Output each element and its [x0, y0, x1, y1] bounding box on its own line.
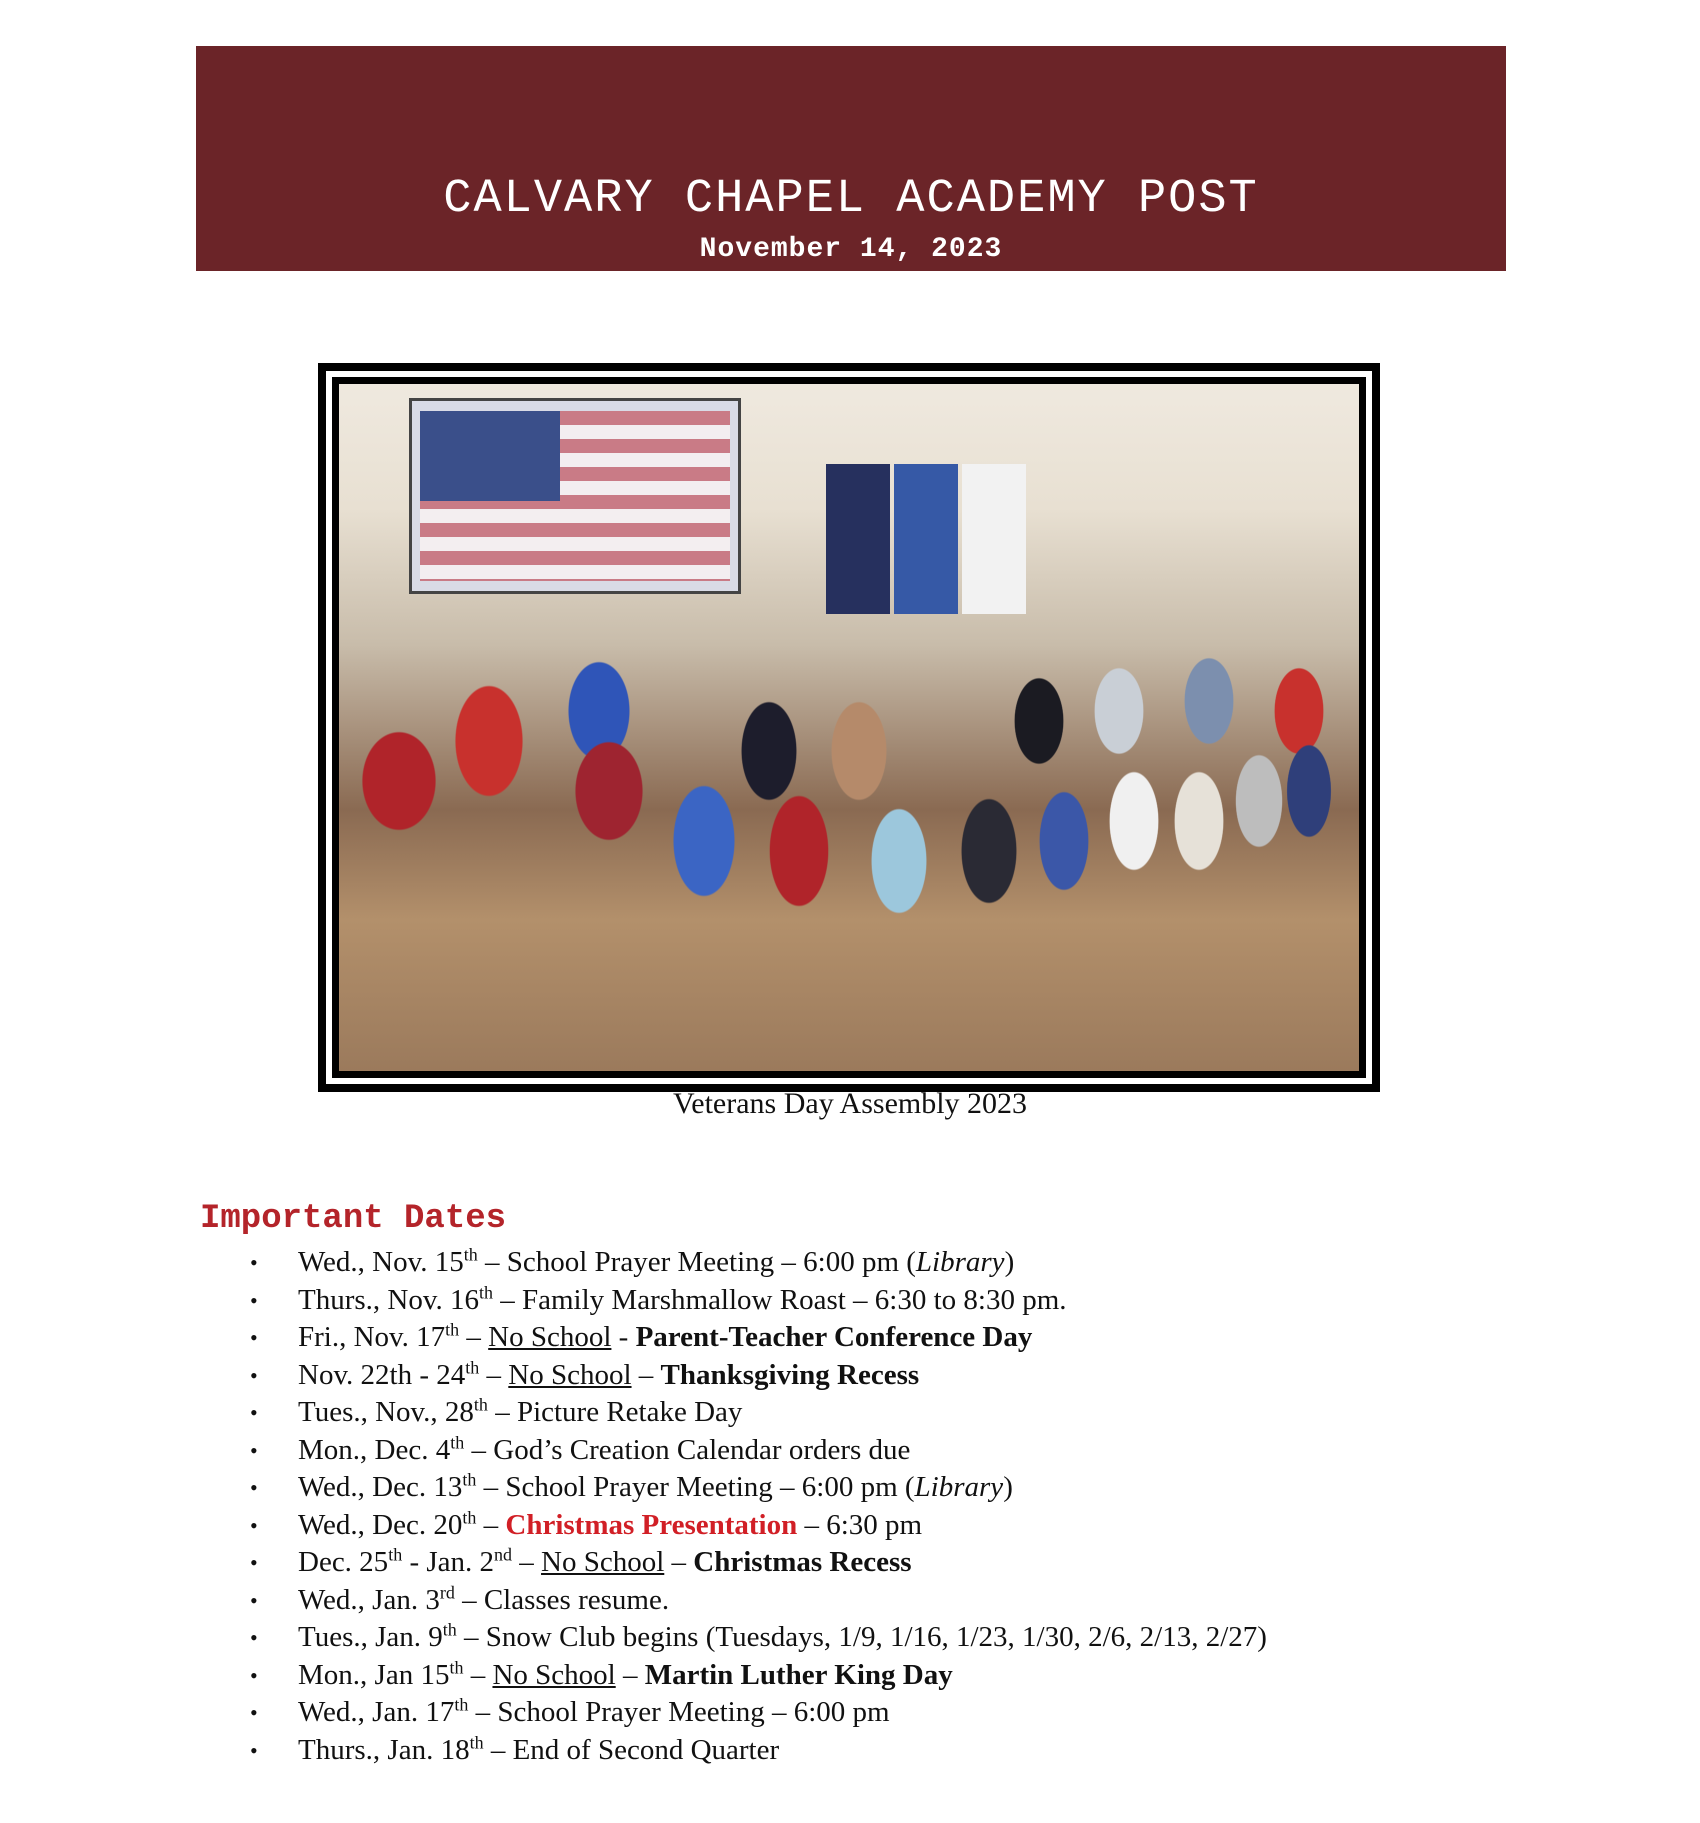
event-text: – School Prayer Meeting – 6:00 pm ( [477, 1246, 916, 1278]
event-name: Thanksgiving Recess [660, 1358, 920, 1391]
bullet-icon: • [250, 1662, 258, 1688]
highlight-event: Christmas Presentation [505, 1508, 798, 1541]
event-text: – Family Marshmallow Roast – 6:30 to 8:30 pm. [492, 1283, 1067, 1316]
event-text: - Jan. 2 [402, 1546, 495, 1578]
date-suffix: th [463, 1244, 478, 1265]
photo-frame [318, 363, 1380, 1092]
date-suffix: th [450, 1431, 465, 1452]
coast-guard-flag [962, 464, 1026, 614]
newsletter-title: CALVARY CHAPEL ACADEMY POST [443, 173, 1259, 226]
date-text: Nov. 22th - 24 [298, 1358, 466, 1391]
bullet-icon: • [250, 1475, 258, 1500]
date-text: Fri., Nov. 17 [298, 1321, 446, 1353]
date-suffix: th [462, 1469, 477, 1490]
no-school-text: No School [508, 1358, 632, 1391]
important-dates-list [0, 1244, 1700, 1769]
date-item [0, 1394, 1700, 1432]
location-text: Library [915, 1246, 1005, 1278]
bullet-icon: • [250, 1250, 258, 1275]
date-item [0, 1694, 1700, 1732]
event-text: – [664, 1546, 694, 1578]
date-suffix: th [388, 1544, 403, 1565]
date-suffix: th [462, 1506, 477, 1527]
no-school-text: No School [541, 1546, 665, 1578]
date-item [0, 1732, 1700, 1770]
date-item [0, 1244, 1700, 1282]
date-text: Wed., Jan. 17 [298, 1696, 455, 1728]
newsletter-date: November 14, 2023 [699, 234, 1003, 265]
bullet-icon: • [250, 1737, 258, 1763]
event-text: ) [1004, 1246, 1015, 1278]
air-force-flag [894, 464, 958, 614]
bullet-icon: • [250, 1700, 258, 1725]
event-text: – [631, 1358, 661, 1391]
bullet-icon: • [250, 1325, 258, 1350]
event-text: - [611, 1321, 636, 1353]
event-text: ) [1003, 1471, 1013, 1503]
important-dates-heading: Important Dates [200, 1200, 507, 1238]
event-text: – [476, 1508, 506, 1541]
bullet-icon: • [250, 1287, 258, 1313]
event-text: – Picture Retake Day [487, 1396, 743, 1428]
date-text: Thurs., Jan. 18 [298, 1733, 470, 1766]
location-text: Library [914, 1471, 1004, 1503]
bullet-icon: • [250, 1550, 258, 1575]
bullet-icon: • [250, 1512, 258, 1538]
event-text: – [512, 1546, 542, 1578]
date-text: Tues., Jan. 9 [298, 1621, 443, 1653]
date-text: Thurs., Nov. 16 [298, 1283, 479, 1316]
bullet-icon: • [250, 1400, 258, 1425]
event-text: – [615, 1658, 645, 1691]
photo-caption: Veterans Day Assembly 2023 [672, 1087, 1028, 1120]
event-text: – End of Second Quarter [483, 1733, 780, 1766]
date-item [0, 1657, 1700, 1695]
date-item [0, 1619, 1700, 1657]
date-text: Wed., Dec. 20 [298, 1508, 463, 1541]
event-text: – School Prayer Meeting – 6:00 pm [468, 1696, 890, 1728]
date-item [0, 1582, 1700, 1620]
no-school-text: No School [488, 1321, 612, 1353]
bullet-icon: • [250, 1362, 258, 1388]
event-text: – God’s Creation Calendar orders due [464, 1433, 911, 1466]
bullet-icon: • [250, 1587, 258, 1613]
event-text: – [479, 1358, 509, 1391]
date-item [0, 1544, 1700, 1582]
date-suffix: rd [439, 1581, 455, 1602]
no-school-text: No School [492, 1658, 616, 1691]
date-text: Wed., Dec. 13 [298, 1471, 463, 1503]
american-flag-stars [420, 411, 560, 501]
students-group [339, 601, 1359, 1071]
date-item [0, 1469, 1700, 1507]
date-suffix: th [449, 1656, 464, 1677]
event-text: – [463, 1658, 493, 1691]
date-text: Tues., Nov., 28 [298, 1396, 474, 1428]
masthead-banner [196, 46, 1506, 271]
date-text: Dec. 25 [298, 1546, 389, 1578]
event-text: – 6:30 pm [797, 1508, 923, 1541]
date-suffix: th [469, 1731, 484, 1752]
event-text: – School Prayer Meeting – 6:00 pm ( [476, 1471, 915, 1503]
date-item [0, 1432, 1700, 1470]
date-text: Mon., Jan 15 [298, 1658, 450, 1691]
photo-mat [326, 371, 1372, 1084]
event-text: – Classes resume. [454, 1583, 670, 1616]
veterans-day-photo [339, 384, 1359, 1071]
projection-screen [409, 398, 741, 594]
date-text: Wed., Jan. 3 [298, 1583, 440, 1616]
date-item [0, 1507, 1700, 1545]
date-item [0, 1319, 1700, 1357]
event-name: Parent-Teacher Conference Day [635, 1321, 1033, 1353]
date-suffix: th [442, 1619, 457, 1640]
date-item [0, 1282, 1700, 1320]
event-name: Martin Luther King Day [644, 1658, 953, 1691]
navy-flag [826, 464, 890, 614]
bullet-icon: • [250, 1625, 258, 1650]
date-suffix: nd [494, 1544, 513, 1565]
event-text: – Snow Club begins (Tuesdays, 1/9, 1/16, 1/23, 1/30, 2/6, 2/13, 2/27) [456, 1621, 1267, 1653]
date-item [0, 1357, 1700, 1395]
date-text: Mon., Dec. 4 [298, 1433, 451, 1466]
date-suffix: th [478, 1281, 493, 1302]
date-suffix: th [445, 1319, 460, 1340]
event-name: Christmas Recess [693, 1546, 912, 1578]
date-suffix: th [454, 1694, 469, 1715]
date-suffix: th [473, 1394, 488, 1415]
bullet-icon: • [250, 1437, 258, 1463]
date-text: Wed., Nov. 15 [298, 1246, 464, 1278]
event-text: – [459, 1321, 489, 1353]
date-suffix: th [465, 1356, 480, 1377]
